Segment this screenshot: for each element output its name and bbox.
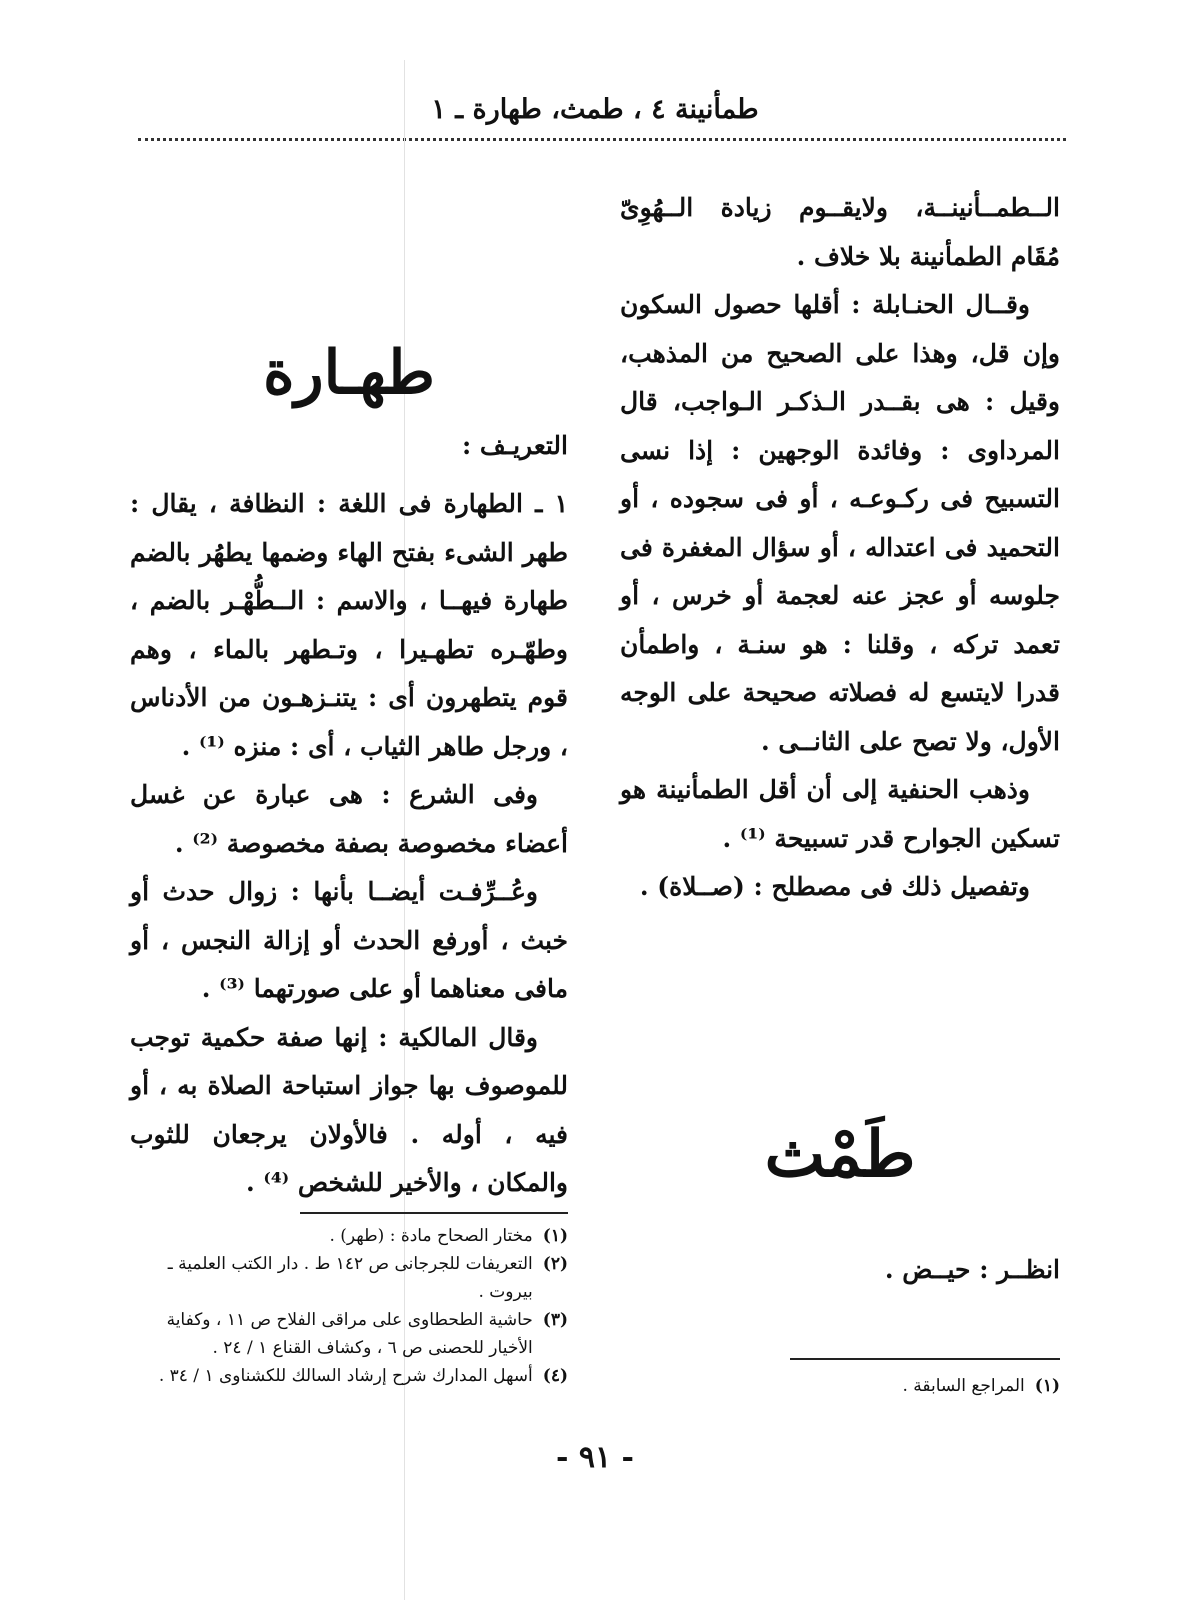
left-paragraph-4: وقال المالكية : إنها صفة حكمية توجب للموصوف بها جواز استباحة الصلاة به ، أو فيه ، أوله . فالأولان يرجعان للثوب والمكان ، والأخير للشخص ⁽⁴⁾ .: [130, 1022, 568, 1197]
footnote-text: مختار الصحاح مادة : (طهر) .: [329, 1226, 533, 1246]
footnote-text: أسهل المدارك شرح إرشاد السالك للكشناوى ١ / ٣٤ .: [158, 1366, 533, 1386]
right-paragraph-1: الــطمــأنينــة، ولايقــوم زيادة الــهُوِىّ مُقَام الطمأنينة بلا خلاف .: [620, 193, 1060, 271]
left-footnote-rule: [300, 1212, 568, 1214]
right-paragraph-4: وتفصيل ذلك فى مصطلح : (صــلاة) .: [639, 872, 1030, 901]
left-paragraph-2: وفى الشرع : هى عبارة عن غسل أعضاء مخصوصة بصفة مخصوصة ⁽²⁾ .: [130, 780, 568, 858]
left-paragraph-1: ١ ـ الطهارة فى اللغة : النظافة ، يقال : طهر الشىء بفتح الهاء وضمها يطهُر بالضم طهارة فيهــا ، والاسم : الــطُّهْـر بالضم ، وطهّـره تطهـيرا ، وتـطهر بالماء ، وهم قوم يتطهرون أى : يتنـزهـون من الأدناس ، ورجل طاهر الثياب ، أى : منزه ⁽¹⁾ .: [130, 489, 568, 761]
footnote-item: [620, 1372, 1060, 1400]
header-dotted-rule: [138, 138, 1066, 141]
footnote-number: (٤): [542, 1366, 568, 1386]
entry-heading-tahara: طهـارة: [263, 338, 435, 408]
left-column: [130, 330, 568, 1208]
see-also-reference: انظــر : حيــض .: [884, 1255, 1060, 1284]
footnote-item: [140, 1306, 568, 1362]
footnote-text: حاشية الطحطاوى على مراقى الفلاح ص ١١ ، وكفاية الأخيار للحصنى ص ٦ ، وكشاف القناع ١ / ٢٤ .: [166, 1310, 533, 1358]
footnote-number: (١): [1034, 1376, 1060, 1396]
footnote-number: (٣): [542, 1310, 568, 1330]
right-footnote-rule: [790, 1358, 1060, 1360]
section-subheading: التعريـف :: [461, 431, 568, 460]
right-footnotes: [620, 1372, 1060, 1400]
footnote-text: التعريفات للجرجانى ص ١٤٢ ط . دار الكتب العلمية ـ بيروت .: [167, 1254, 533, 1302]
footnote-text: المراجع السابقة .: [902, 1376, 1025, 1396]
footnote-item: [140, 1250, 568, 1306]
left-paragraph-3: وعُــرِّفـت أيضــا بأنها : زوال حدث أو خبث ، أورفع الحدث أو إزالة النجس ، أو مافى معناهما أو على صورتهما ⁽³⁾ .: [130, 877, 568, 1003]
right-column: [620, 184, 1060, 912]
right-paragraph-3: وذهب الحنفية إلى أن أقل الطمأنينة هو تسكين الجوارح قدر تسبيحة ⁽¹⁾ .: [620, 775, 1060, 853]
footnote-item: [140, 1362, 568, 1390]
right-paragraph-2: وقــال الحنـابلة : أقلها حصول السكون وإن قل، وهذا على الصحيح من المذهب، وقيل : هى بقــدر الـذكـر الـواجب، قال المرداوى : وفائدة الوجهين : إذا نسى التسبيح فى ركـوعـه ، أو فى سجوده ، أو التحميد فى اعتداله ، أو سؤال المغفرة فى جلوسه أو عجز عنه لعجمة أو خرس ، أو تعمد تركه ، وقلنا : هو سنـة ، واطمأن قدرا لايتسع له فصلاته صحيحة على الوجه الأول، ولا تصح على الثانــى .: [620, 290, 1060, 756]
footnote-number: (٢): [542, 1254, 568, 1274]
left-footnotes: [140, 1222, 568, 1390]
footnote-number: (١): [542, 1226, 568, 1246]
page-number: - ٩١ -: [555, 1440, 635, 1475]
running-header: طمأنينة ٤ ، طمث، طهارة ـ ١: [431, 94, 759, 125]
entry-heading-tamth: طَمْث: [764, 1117, 916, 1192]
footnote-item: [140, 1222, 568, 1250]
